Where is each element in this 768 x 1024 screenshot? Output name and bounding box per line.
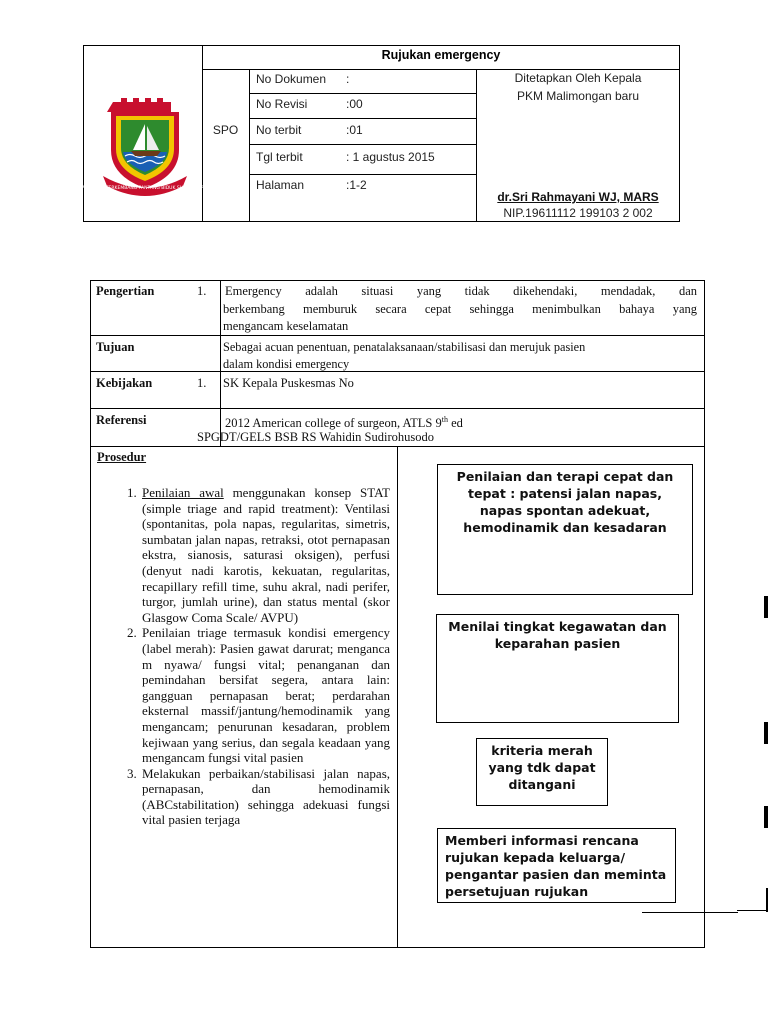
section-label-referensi: Referensi [96, 413, 147, 427]
kebijakan-number: 1. [197, 376, 207, 390]
pengertian-text-line: berkembang memburuk secara cepat sehingga menimbulkan bahaya yang [223, 302, 697, 316]
kebijakan-text: SK Kepala Puskesmas No [223, 376, 354, 390]
section-label-tujuan: Tujuan [96, 340, 135, 354]
meta-label: No Revisi [256, 97, 308, 111]
section-label-prosedur: Prosedur [97, 450, 147, 464]
pengertian-number: 1. [197, 284, 207, 298]
tujuan-text-line: dalam kondisi emergency [223, 357, 350, 371]
meta-value: : 1 agustus 2015 [346, 150, 435, 164]
referensi-text: 2012 American college of surgeon, ATLS 9 [225, 416, 442, 431]
flowchart-box: Menilai tingkat kegawatan dan keparahan pasien [436, 614, 679, 723]
flowchart-arrow-icon [764, 722, 768, 744]
section-label-pengertian: Pengertian [96, 284, 155, 298]
meta-label: Halaman [256, 178, 305, 192]
list-item-text: Penilaian triage termasuk kondisi emergency (label merah): Pasien gawat darurat; menganca m nyawa/ fungsi vital; penanganan dan pemindahan bersifat segera, antara lain: gangguan pernapasan berat; perdarahan eksternal massif/jantung/hemodinamik yang mengancam; penurunan kesadaran, problem kejiwaan yang serius, dan segala keadaan yang mengancam fungsi vital pasien [142, 625, 390, 766]
prosedur-list [90, 485, 390, 828]
approval-line1: Ditetapkan Oleh Kepala [514, 71, 642, 85]
flowchart-connector [737, 910, 768, 911]
meta-value: :00 [346, 97, 363, 111]
city-logo [73, 96, 217, 196]
section-label-kebijakan: Kebijakan [96, 376, 153, 390]
meta-value: :1-2 [346, 178, 367, 192]
meta-value: : [346, 72, 350, 86]
pengertian-text-line: Emergency adalah situasi yang tidak dikehendaki, mendadak, dan [225, 284, 697, 298]
tujuan-text-line: Sebagai acuan penentuan, penatalaksanaan/stabilisasi dan merujuk pasien [223, 340, 586, 354]
logo-motto: SEKALI LAYAR TERKEMBANG PANTANG BIDUK SURUT KE PANTAI [73, 186, 217, 191]
flowchart-connector [642, 912, 738, 913]
list-item-text: Melakukan perbaikan/stabilisasi jalan napas, pernapasan, dan hemodinamik (ABCstabilitation) sehingga adekuasi fungsi vital pasien terjaga [142, 765, 390, 828]
flowchart-arrow-icon [764, 806, 768, 828]
meta-label: No Dokumen [256, 72, 327, 86]
signatory-nip: NIP.19611112 199103 2 002 [503, 206, 653, 220]
list-item [140, 485, 390, 625]
flowchart-box: Memberi informasi rencana rujukan kepada keluarga/ pengantar pasien dan meminta persetujuan rujukan [437, 828, 676, 903]
signatory-name: dr.Sri Rahmayani WJ, MARS [497, 190, 659, 204]
list-item [140, 625, 390, 765]
spo-label: SPO [212, 123, 239, 137]
approval-line2: PKM Malimongan baru [516, 89, 640, 103]
meta-label: No terbit [256, 123, 302, 137]
meta-value: :01 [346, 123, 363, 137]
referensi-text-end: ed [447, 416, 463, 431]
flowchart-arrow-icon [764, 596, 768, 618]
document-title: Rujukan emergency [381, 48, 501, 62]
city-emblem-icon [73, 96, 217, 196]
flowchart-box: kriteria merah yang tdk dapat ditangani [476, 738, 608, 806]
pengertian-text-line: mengancam keselamatan [223, 319, 349, 333]
list-item-text: menggunakan konsep STAT (simple triage and rapid treatment): Ventilasi (spontanitas, pola napas, regularitas, simetris, sumbatan jalan napas, retraksi, otot pernapasan ekstra, sianosis, saturasi oksigen), perfusi (denyut nadi karotis, kekuatan, regularitas, recapillary refill time, suhu akral, nadi perifer, turgor, jumlah urine), dan status mental (skor Glasgow Coma Scale/ AVPU) [142, 485, 390, 625]
flowchart-box: Penilaian dan terapi cepat dan tepat : patensi jalan napas, napas spontan adekuat, hemodinamik dan kesadaran [437, 464, 693, 595]
meta-label: Tgl terbit [256, 150, 303, 164]
list-item-lead: Penilaian awal [142, 485, 224, 500]
referensi-sup: th [441, 415, 448, 424]
list-item [140, 766, 390, 828]
referensi-line: SPGDT/GELS BSB RS Wahidin Sudirohusodo [197, 430, 434, 444]
